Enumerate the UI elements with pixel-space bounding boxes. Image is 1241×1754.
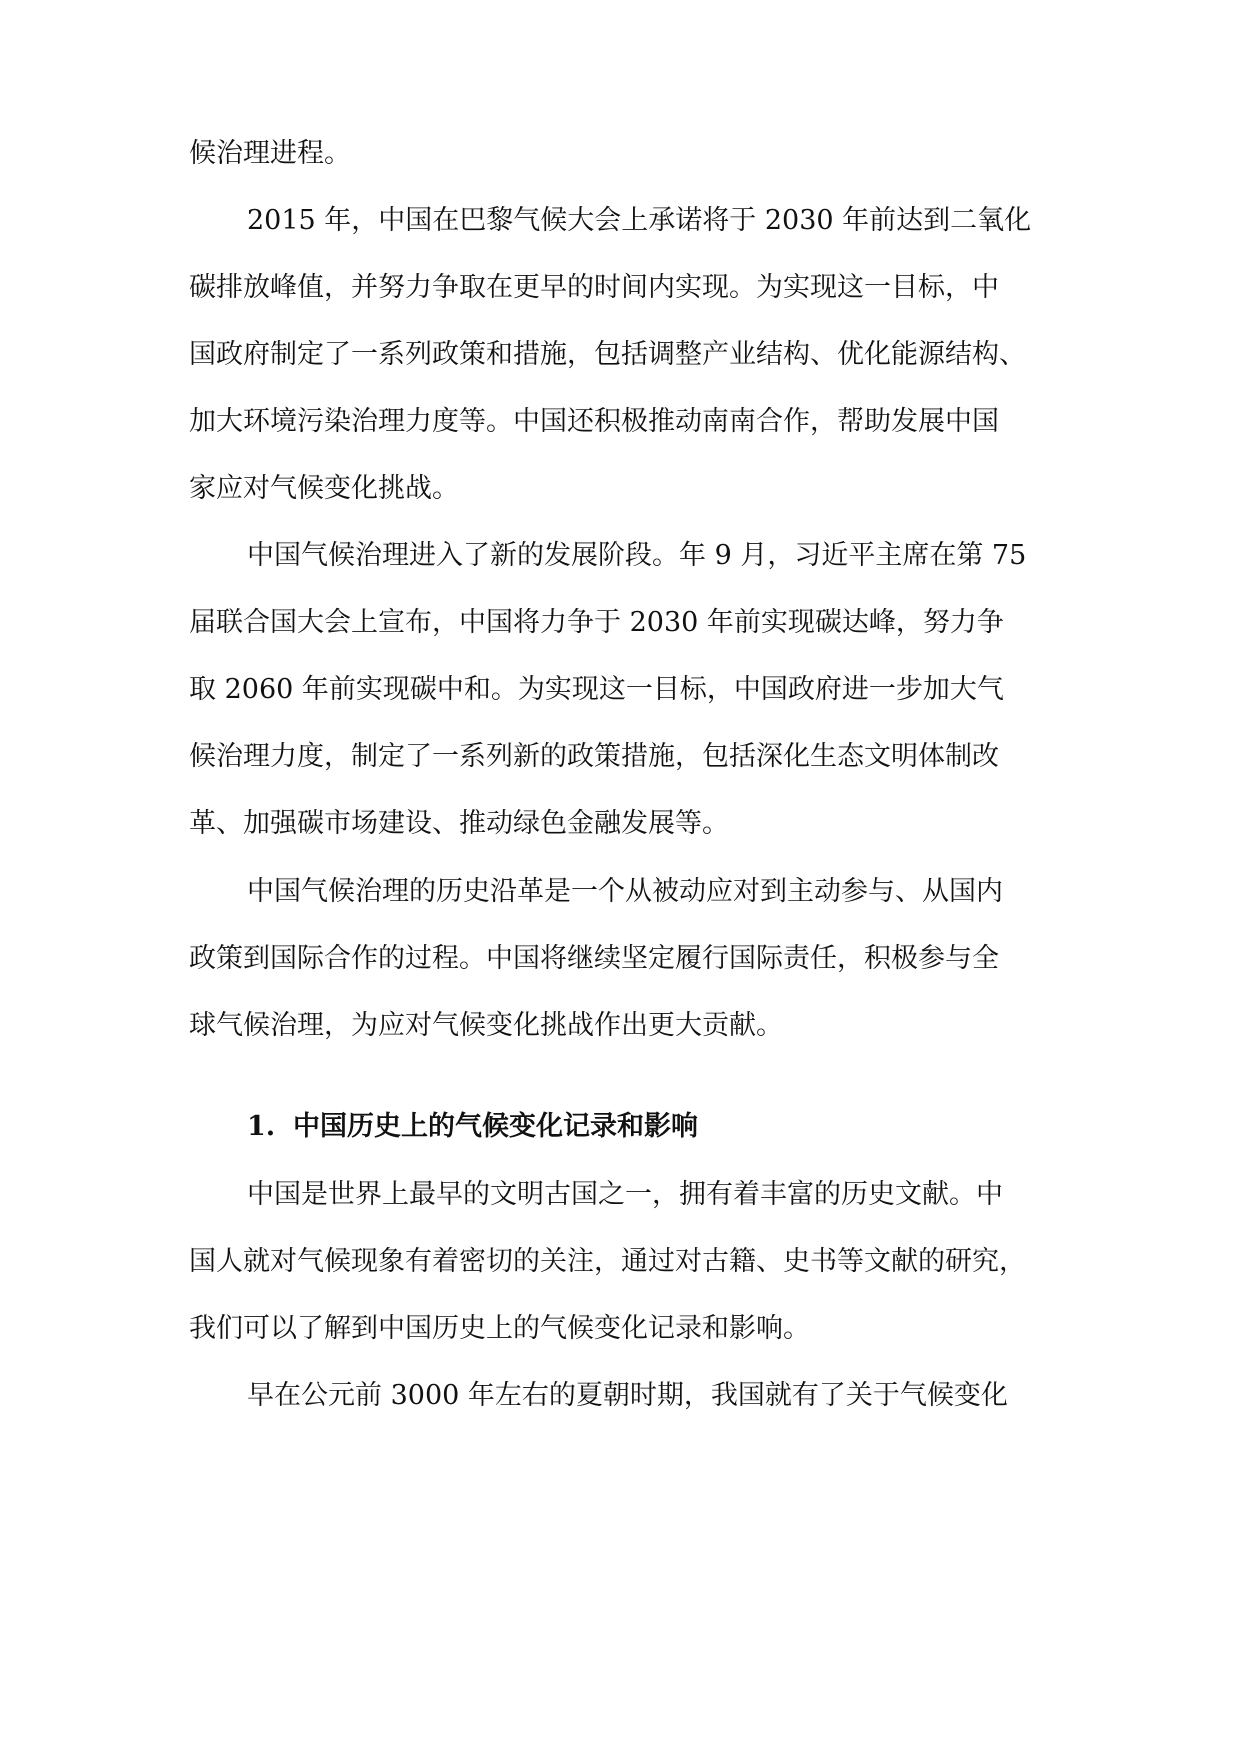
- section-heading: [247, 1109, 698, 1145]
- text-line: 碳排放峰值，并努力争取在更早的时间内实现。为实现这一目标，中: [189, 272, 999, 303]
- section-number: 1.: [247, 1111, 276, 1142]
- text-line: 加大环境污染治理力度等。中国还积极推动南南合作，帮助发展中国: [189, 406, 999, 437]
- text-line: 革、加强碳市场建设、推动绿色金融发展等。: [189, 808, 729, 839]
- text-line: 2015 年，中国在巴黎气候大会上承诺将于 2030 年前达到二氧化: [247, 205, 1032, 236]
- text-line: 政策到国际合作的过程。中国将继续坚定履行国际责任，积极参与全: [189, 943, 999, 974]
- section-title: 中国历史上的气候变化记录和影响: [293, 1111, 698, 1142]
- text-line: 球气候治理，为应对气候变化挑战作出更大贡献。: [189, 1010, 783, 1041]
- text-line: 取 2060 年前实现碳中和。为实现这一目标，中国政府进一步加大气: [189, 674, 1004, 705]
- text-line: 候治理进程。: [189, 138, 351, 169]
- text-line: 我们可以了解到中国历史上的气候变化记录和影响。: [189, 1313, 810, 1344]
- text-line: 国政府制定了一系列政策和措施，包括调整产业结构、优化能源结构、: [189, 339, 1026, 370]
- text-line: 候治理力度，制定了一系列新的政策措施，包括深化生态文明体制改: [189, 741, 999, 772]
- text-line: 早在公元前 3000 年左右的夏朝时期，我国就有了关于气候变化: [247, 1380, 1008, 1411]
- text-line: 中国气候治理的历史沿革是一个从被动应对到主动参与、从国内: [247, 876, 1003, 907]
- text-line: 中国是世界上最早的文明古国之一，拥有着丰富的历史文献。中: [247, 1179, 1003, 1210]
- text-line: 家应对气候变化挑战。: [189, 473, 459, 504]
- text-line: 中国气候治理进入了新的发展阶段。年 9 月，习近平主席在第 75: [247, 540, 1027, 571]
- text-line: 届联合国大会上宣布，中国将力争于 2030 年前实现碳达峰，努力争: [189, 607, 1004, 638]
- text-line: 国人就对气候现象有着密切的关注，通过对古籍、史书等文献的研究，: [189, 1246, 1026, 1277]
